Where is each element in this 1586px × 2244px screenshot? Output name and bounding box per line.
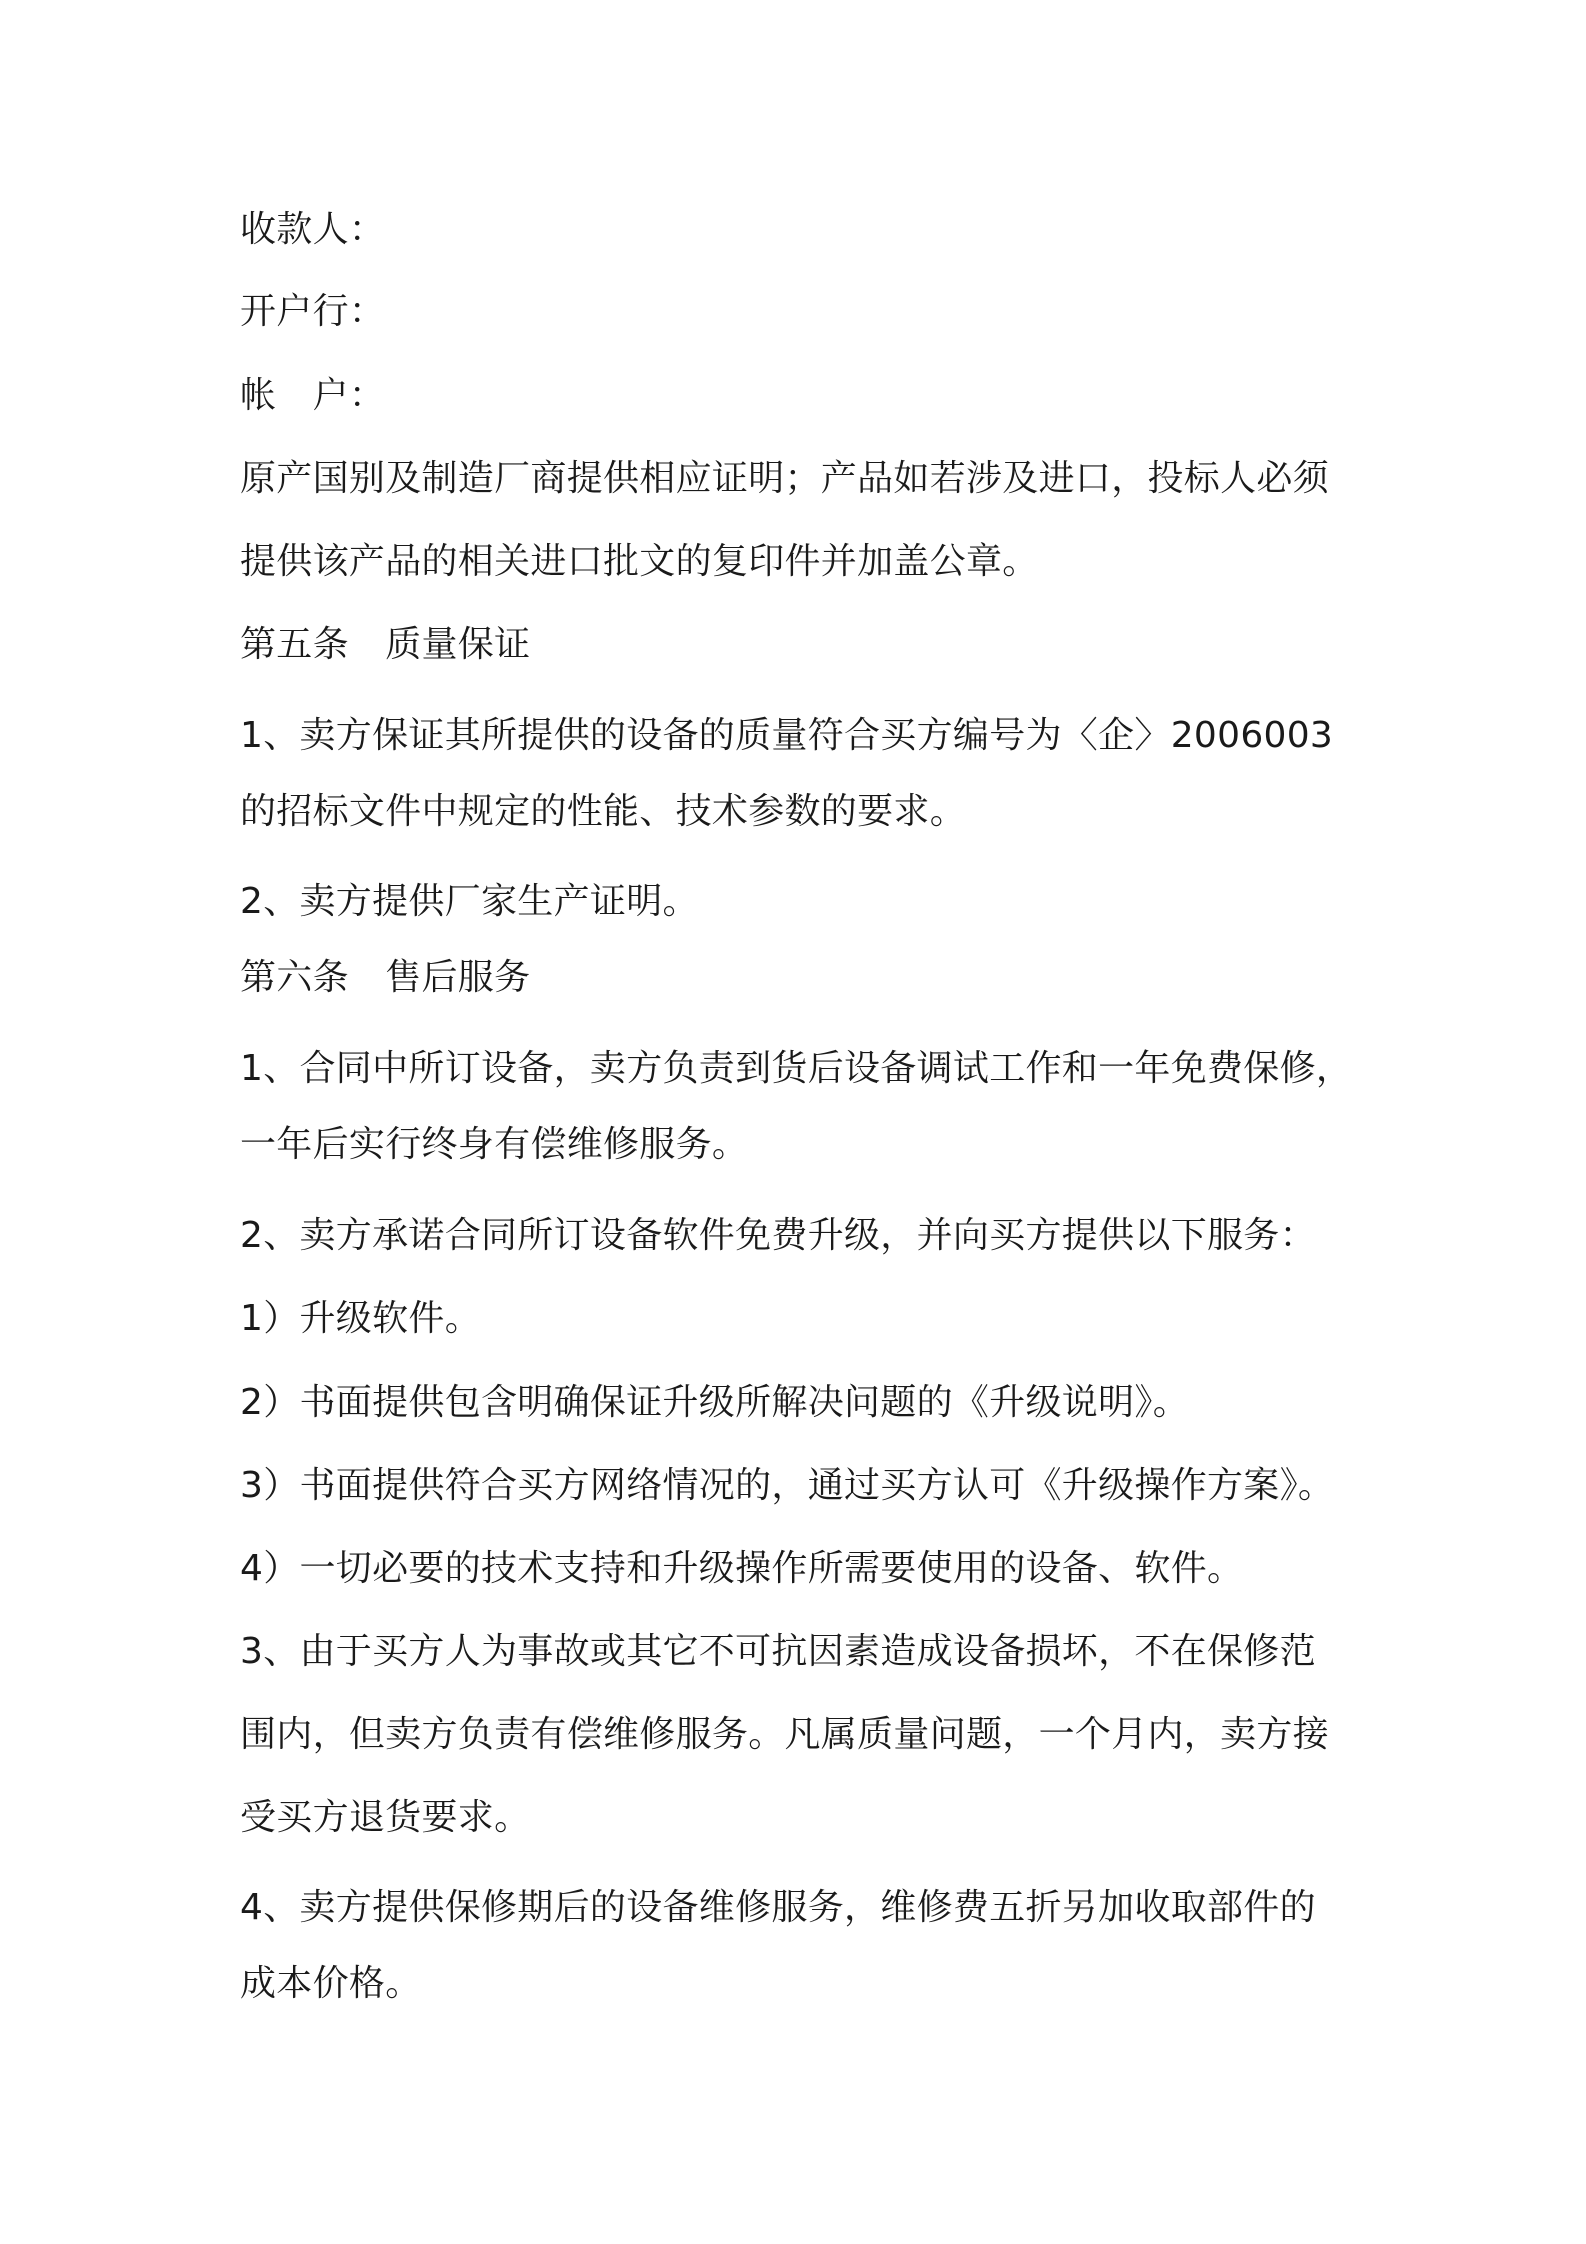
paragraph-line: 的招标文件中规定的性能、技术参数的要求。 (240, 791, 967, 832)
paragraph-line: 一年后实行终身有偿维修服务。 (240, 1124, 749, 1165)
paragraph-line: 原产国别及制造厂商提供相应证明；产品如若涉及进口，投标人必须 (240, 458, 1330, 499)
section-heading-quality: 第五条 质量保证 (240, 624, 531, 665)
bank-label: 开户行： (240, 291, 386, 332)
paragraph-line: 2、卖方提供厂家生产证明。 (240, 881, 699, 922)
payee-label: 收款人： (240, 209, 386, 250)
paragraph-line: 2、卖方承诺合同所订设备软件免费升级，并向买方提供以下服务： (240, 1215, 1316, 1256)
paragraph-line: 受买方退货要求。 (240, 1797, 531, 1838)
paragraph-line: 成本价格。 (240, 1963, 422, 2004)
paragraph-line: 1、合同中所订设备，卖方负责到货后设备调试工作和一年免费保修， (240, 1048, 1353, 1089)
list-item: 1）升级软件。 (240, 1298, 482, 1339)
paragraph-line: 1、卖方保证其所提供的设备的质量符合买方编号为〈企〉2006003 (240, 715, 1334, 756)
paragraph-line: 4、卖方提供保修期后的设备维修服务，维修费五折另加收取部件的 (240, 1887, 1316, 1928)
section-heading-service: 第六条 售后服务 (240, 957, 531, 998)
paragraph-line: 提供该产品的相关进口批文的复印件并加盖公章。 (240, 541, 1039, 582)
paragraph-line: 3、由于买方人为事故或其它不可抗因素造成设备损坏，不在保修范 (240, 1631, 1316, 1672)
list-item: 2）书面提供包含明确保证升级所解决问题的《升级说明》。 (240, 1382, 1190, 1423)
account-label: 帐 户： (240, 375, 386, 416)
list-item: 4）一切必要的技术支持和升级操作所需要使用的设备、软件。 (240, 1548, 1244, 1589)
paragraph-line: 围内，但卖方负责有偿维修服务。凡属质量问题，一个月内，卖方接 (240, 1714, 1330, 1755)
list-item: 3）书面提供符合买方网络情况的，通过买方认可《升级操作方案》。 (240, 1465, 1335, 1506)
